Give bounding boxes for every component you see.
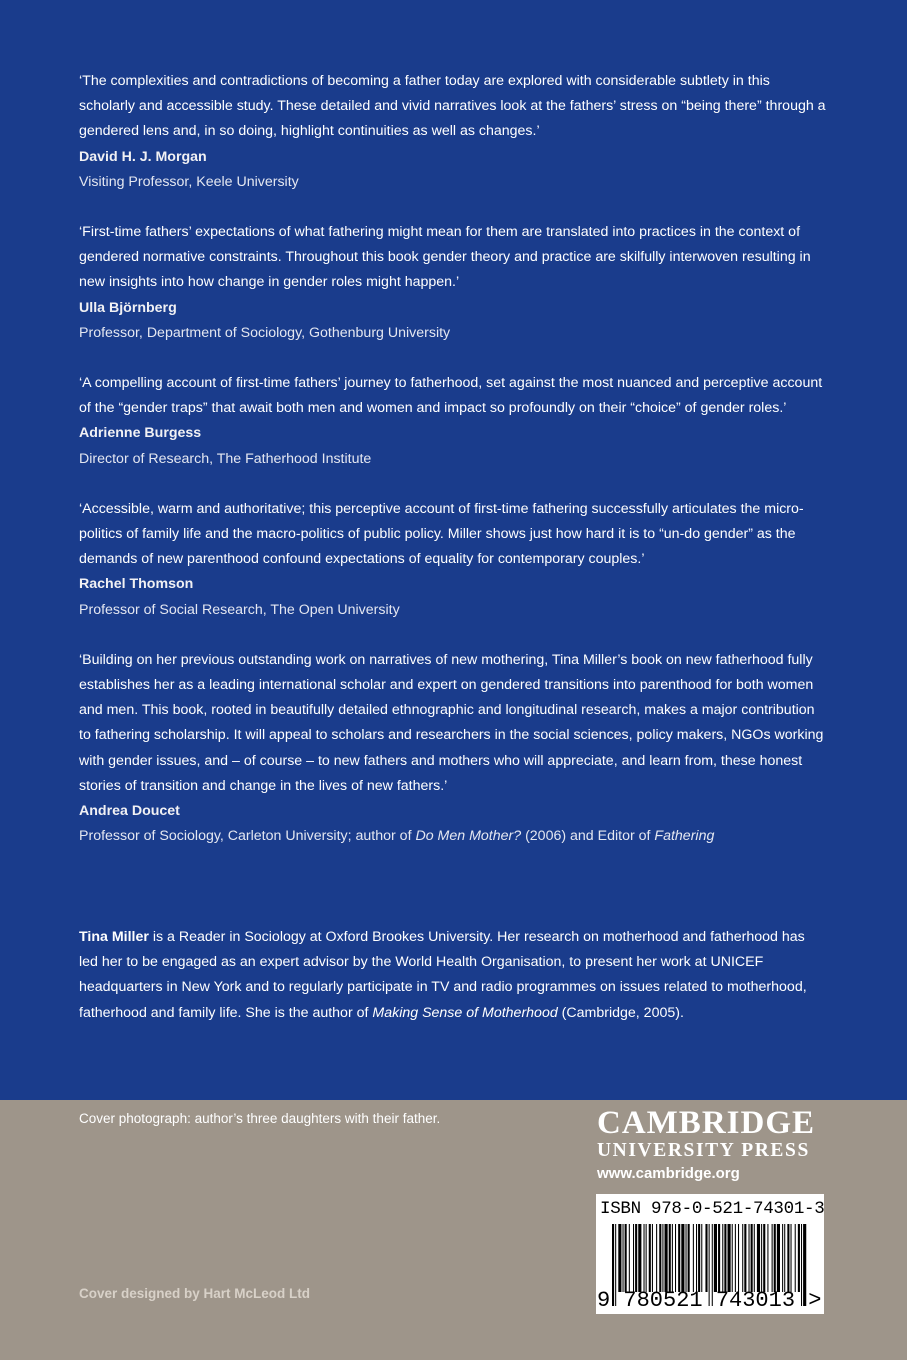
barcode-bar (686, 1224, 687, 1292)
reviewer-name: Adrienne Burgess (79, 425, 202, 442)
barcode-bar (659, 1224, 661, 1292)
barcode-bar (761, 1224, 762, 1292)
book-title: Fathering (654, 828, 715, 845)
barcode-bar (633, 1224, 634, 1292)
review-item (79, 220, 827, 346)
barcode-panel (596, 1194, 824, 1314)
review-quote: ‘First-time fathers’ expectations of what fathering might mean for them are translated into practices in the context of gendered normative constraints. Throughout this book gender theory and practice are skilfully interwoven resulting in new insights into how change in gender roles might happen.’ (79, 224, 811, 291)
reviewer-name: David H. J. Morgan (79, 148, 207, 165)
reviewer-name: Ulla Björnberg (79, 299, 177, 316)
barcode-bar (742, 1224, 743, 1292)
barcode-bar (696, 1224, 697, 1292)
barcode-bar (623, 1224, 624, 1292)
barcode-bar (681, 1224, 684, 1292)
barcode-bar (644, 1224, 645, 1292)
barcode-bar (635, 1224, 637, 1292)
barcode-bar (772, 1224, 773, 1292)
reviewer-affiliation: Professor of Social Research, The Open University (79, 601, 400, 618)
barcode-bar (735, 1224, 736, 1292)
publisher-logo (597, 1106, 837, 1185)
barcode-bar (665, 1224, 668, 1292)
review-item (79, 648, 827, 850)
barcode-bar (662, 1224, 663, 1292)
barcode-bar (791, 1224, 792, 1292)
barcode-bar (774, 1224, 776, 1292)
reviewer-affiliation: Professor, Department of Sociology, Gothenburg University (79, 324, 451, 341)
barcode-bar (795, 1224, 796, 1292)
affiliation-text: Professor of Sociology, Carleton University; author of (79, 828, 416, 845)
barcode-bar (714, 1224, 717, 1292)
barcode-bar (649, 1224, 651, 1292)
barcode-bar (798, 1224, 800, 1292)
barcode-bar (688, 1224, 690, 1292)
barcode-bar (705, 1224, 707, 1292)
barcode-bar (656, 1224, 657, 1292)
barcode-bar (777, 1224, 780, 1292)
review-quote: ‘Building on her previous outstanding work on narratives of new mothering, Tina Miller’s book on new fatherhood fully establishes her as a leading international scholar and expert on gendered transitions into parenthood for both women and men. This book, rooted in beautifully detailed ethnographic and longitudinal research, makes a major contribution to fathering scholarship. It will appeal to scholars and researchers in the social sciences, policy makers, NGOs working with gender issues, and – of course – to new fathers and mothers who will appreciate, and learn from, these honest stories of transition and change in the lives of new fathers.’ (79, 651, 824, 794)
barcode-bar (646, 1224, 647, 1292)
review-quote: ‘A compelling account of first-time fathers’ journey to fatherhood, set against the most nuanced and perceptive account of the “gender traps” that await both men and women and impact so profoundly on their “choice” of gender roles.’ (79, 375, 823, 417)
barcode-bar (618, 1224, 621, 1292)
bio-text: (Cambridge, 2005). (557, 1004, 684, 1021)
reviewer-affiliation: Visiting Professor, Keele University (79, 173, 299, 190)
barcode-bar (744, 1224, 746, 1292)
reviewer-name: Andrea Doucet (79, 803, 180, 820)
barcode-bar (767, 1224, 768, 1292)
barcode-bar (718, 1224, 720, 1292)
reviews-list (79, 69, 827, 874)
barcode-bar (629, 1224, 630, 1292)
book-title: Do Men Mother? (415, 828, 522, 845)
review-item (79, 69, 827, 195)
book-title: Making Sense of Motherhood (372, 1004, 558, 1021)
reviewer-affiliation (79, 824, 827, 849)
cover-photo-credit: Cover photograph: author’s three daughters with their father. (79, 1111, 441, 1126)
bio-text: is a Reader in Sociology at Oxford Brookes University. Her research on motherhood and fatherhood has led her to be engaged as an expert advisor by the World Health Organisation, to present her work at UNICEF headquarters in New York and to regularly participate in TV and radio programmes on issues related to motherhood, fatherhood and family life. She is the author of (79, 929, 807, 1021)
reviewer-name: Rachel Thomson (79, 576, 194, 593)
affiliation-text: (2006) and Editor of (521, 828, 655, 845)
barcode-bar (732, 1224, 733, 1292)
isbn-text: ISBN 978-0-521-74301-3 (600, 1199, 825, 1219)
barcode-bar (782, 1224, 783, 1292)
barcode-bar (693, 1224, 694, 1292)
barcode-bar (787, 1224, 789, 1292)
barcode-bar (625, 1224, 627, 1292)
ean-digits: 9 780521 743013 > (597, 1288, 822, 1313)
barcode-bar (763, 1224, 765, 1292)
barcode-bar (638, 1224, 641, 1292)
barcode-bar (724, 1224, 726, 1292)
review-item (79, 371, 827, 472)
author-bio (79, 925, 827, 1026)
barcode-bar (672, 1224, 673, 1292)
barcode-bar (701, 1224, 702, 1292)
barcode-bar (698, 1224, 700, 1292)
barcode-bar (675, 1224, 676, 1292)
barcode-bar (738, 1224, 739, 1292)
review-quote: ‘The complexities and contradictions of becoming a father today are explored with considerable subtlety in this scholarly and accessible study. These detailed and vivid narratives look at the fathers’ stress on “being there” through a gendered lens and, in so doing, highlight continuities as well as changes.’ (79, 73, 826, 140)
review-quote: ‘Accessible, warm and authoritative; this perceptive account of first-time fathering successfully articulates the micro-politics of family life and the macro-politics of public policy. Miller shows just how hard it is to “un-do gender” as the demands of new parenthood confound expectations of equality for contemporary couples.’ (79, 500, 804, 568)
barcode-bar (678, 1224, 680, 1292)
barcode-bar (751, 1224, 753, 1292)
barcode-bar (669, 1224, 671, 1292)
cover-designer-credit: Cover designed by Hart McLeod Ltd (79, 1286, 311, 1301)
barcode-bar (749, 1224, 750, 1292)
reviewer-affiliation: Director of Research, The Fatherhood Institute (79, 450, 372, 467)
author-name: Tina Miller (79, 929, 149, 945)
publisher-name-line2: UNIVERSITY PRESS (597, 1140, 810, 1161)
barcode-bar (728, 1224, 731, 1292)
barcode-bar (652, 1224, 653, 1292)
barcode-bar (754, 1224, 755, 1292)
barcode-bar (757, 1224, 760, 1292)
review-item (79, 497, 827, 623)
publisher-url: www.cambridge.org (597, 1165, 740, 1182)
publisher-name-line1: CAMBRIDGE (597, 1105, 816, 1141)
barcode-bar (722, 1224, 723, 1292)
barcode-bar (784, 1224, 785, 1292)
